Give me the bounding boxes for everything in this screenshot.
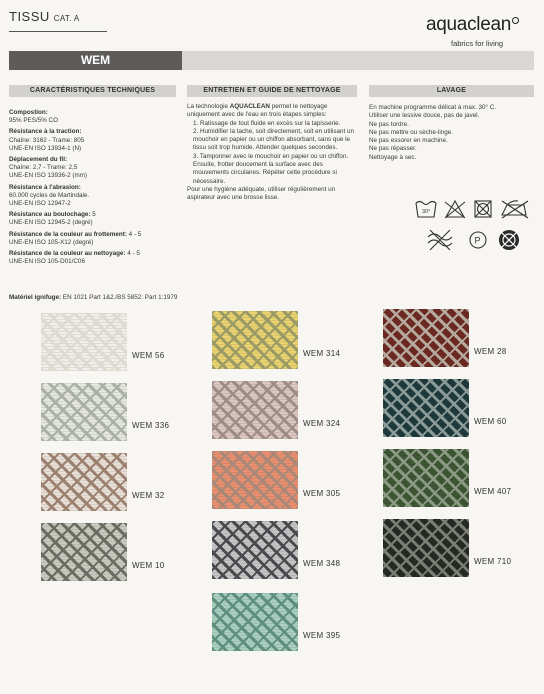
swatch-label: WEM 305 xyxy=(303,489,341,498)
model-bar xyxy=(182,51,534,70)
no-bleach-icon xyxy=(445,201,465,218)
care-intro-pre: La technologie xyxy=(187,103,230,110)
brand-logo xyxy=(426,14,519,36)
fire-rating xyxy=(9,294,177,301)
fabric-swatch[interactable] xyxy=(212,311,298,369)
swatch-label: WEM 10 xyxy=(132,561,165,570)
fabric-swatch[interactable] xyxy=(212,381,298,439)
swatch-label: WEM 56 xyxy=(132,351,165,360)
composition-value: 95% PES/5% CO xyxy=(9,117,58,125)
swatch-label: WEM 324 xyxy=(303,419,341,428)
title-underline xyxy=(9,31,107,32)
traction-standard: UNE-EN ISO 13934-1 (N) xyxy=(9,144,82,152)
care-step-2: 2. Humidifier la tache, soit directement, soit en utilisant un mouchoir en papier ou un chiffon absorbant, sans que le tissu soit trop humide. Attender quelques secondes. xyxy=(193,127,354,152)
fabric-swatch[interactable] xyxy=(41,313,127,371)
section-tech-heading: CARACTÉRISTIQUES TECHNIQUES xyxy=(9,85,176,97)
slip-value: Chaîne: 2,7 - Trame: 2,5 xyxy=(9,164,78,172)
pilling-standard: UNE-EN ISO 12945-2 (degré) xyxy=(9,219,93,227)
care-outro: Pour une hygiène adéquate, utiliser régulièrement un aspirateur avec une brosse lisse. xyxy=(187,185,336,202)
dry-clean-p-icon xyxy=(470,232,486,248)
care-intro-brand: AQUACLEAN xyxy=(229,103,270,110)
wash-temp-label: 30° xyxy=(422,209,431,215)
section-wash-heading: LAVAGE xyxy=(369,85,534,97)
wash-line-3: Ne pas tordre. xyxy=(369,120,409,128)
swatch-label: WEM 28 xyxy=(474,347,507,356)
care-intro-post: permet le nettoyage uniquement avec de l'eau en trois étapes simples: xyxy=(187,103,328,119)
tech-specs xyxy=(9,109,184,266)
slip-label: Déplacement du fil: xyxy=(9,156,68,164)
fabric-swatch[interactable] xyxy=(212,521,298,579)
clean-standard: UNE-EN ISO 105-D01/C06 xyxy=(9,258,85,266)
category: CAT. A xyxy=(53,14,80,23)
fire-value: EN 1021 Part 1&2./BS 5852: Part 1:1979 xyxy=(61,294,178,301)
wash-line-1: En machine programme délicat à max. 30° C. xyxy=(369,104,497,111)
slip-standard: UNE-EN ISO 13936-2 (mm) xyxy=(9,172,88,180)
brand-name: aquaclean xyxy=(426,14,511,35)
abrasion-label: Résistance à l'abrasion: xyxy=(9,183,81,191)
fabric-swatch[interactable] xyxy=(383,379,469,437)
wash-instructions xyxy=(369,104,537,162)
wash-line-4: Ne pas mettre ou sèche-linge. xyxy=(369,128,454,136)
fabric-swatch[interactable] xyxy=(212,593,298,651)
no-iron-icon xyxy=(502,201,528,218)
care-symbols xyxy=(414,197,534,257)
wash-line-7: Nettoyage à sec. xyxy=(369,153,417,161)
brand-tagline: fabrics for living xyxy=(451,39,504,48)
fabric-word: TISSU xyxy=(9,9,50,24)
abrasion-standard: UNE-EN ISO 12947-2 xyxy=(9,200,71,208)
swatch-label: WEM 710 xyxy=(474,557,512,566)
fabric-swatch[interactable] xyxy=(41,523,127,581)
wash-30-icon xyxy=(416,202,436,218)
section-care-heading: ENTRETIEN ET GUIDE DE NETTOYAGE xyxy=(187,85,357,97)
swatch-label: WEM 60 xyxy=(474,417,507,426)
care-guide xyxy=(187,103,357,203)
rub-value: 4 - 5 xyxy=(126,230,142,238)
composition-label: Compostion: xyxy=(9,109,48,116)
swatch-label: WEM 395 xyxy=(303,631,341,640)
care-step-1: 1. Ratissage de tout fluide en excès sur la tapisserie. xyxy=(193,119,341,127)
pilling-value: 5 xyxy=(90,211,96,219)
fabric-swatch[interactable] xyxy=(383,309,469,367)
logo-dot-icon xyxy=(512,17,519,24)
fire-label: Matériel ignifuge: xyxy=(9,294,62,301)
fabric-swatch[interactable] xyxy=(212,451,298,509)
abrasion-value: 60.000 cycles de Martindale. xyxy=(9,191,90,199)
swatch-label: WEM 407 xyxy=(474,487,512,496)
wash-line-5: Ne pas essorer en machine. xyxy=(369,137,448,145)
fabric-swatch[interactable] xyxy=(41,453,127,511)
swatch-label: WEM 32 xyxy=(132,491,165,500)
traction-value: Chaîne: 3162 - Trame: 805 xyxy=(9,136,85,144)
wash-line-6: Ne pas répasser. xyxy=(369,145,417,153)
fabric-swatch[interactable] xyxy=(383,449,469,507)
pilling-label: Résistance au boulochage: xyxy=(9,211,91,219)
fabric-swatch[interactable] xyxy=(383,519,469,577)
care-intro xyxy=(187,103,357,120)
no-wring-icon xyxy=(428,230,452,250)
no-spin-icon xyxy=(499,230,519,250)
swatch-label: WEM 314 xyxy=(303,349,341,358)
model-title: WEM xyxy=(9,51,182,70)
swatch-label: WEM 348 xyxy=(303,559,341,568)
rub-label: Résistance de la couleur au frottement: xyxy=(9,230,127,238)
wash-line-2: Utiliser une lessive douce, pas de javel. xyxy=(369,112,480,120)
no-tumble-dry-icon xyxy=(475,201,491,217)
swatch-label: WEM 336 xyxy=(132,421,170,430)
fabric-swatch[interactable] xyxy=(41,383,127,441)
clean-value: 4 - 5 xyxy=(125,250,140,258)
svg-text:P: P xyxy=(474,235,481,246)
fabric-title xyxy=(9,9,79,24)
care-step-3: 3. Tamponner avec le mouchoir en papier ou un chiffon. Ensuite, frotter doucement la surface avec des mouvements circulaires. Répéter cette procédure si nécessaire. xyxy=(193,152,349,185)
clean-label: Résistance de la couleur au nettoyage: xyxy=(9,250,126,258)
rub-standard: UNE-EN ISO 105-X12 (degré) xyxy=(9,238,94,246)
traction-label: Résistance à la traction: xyxy=(9,128,82,136)
